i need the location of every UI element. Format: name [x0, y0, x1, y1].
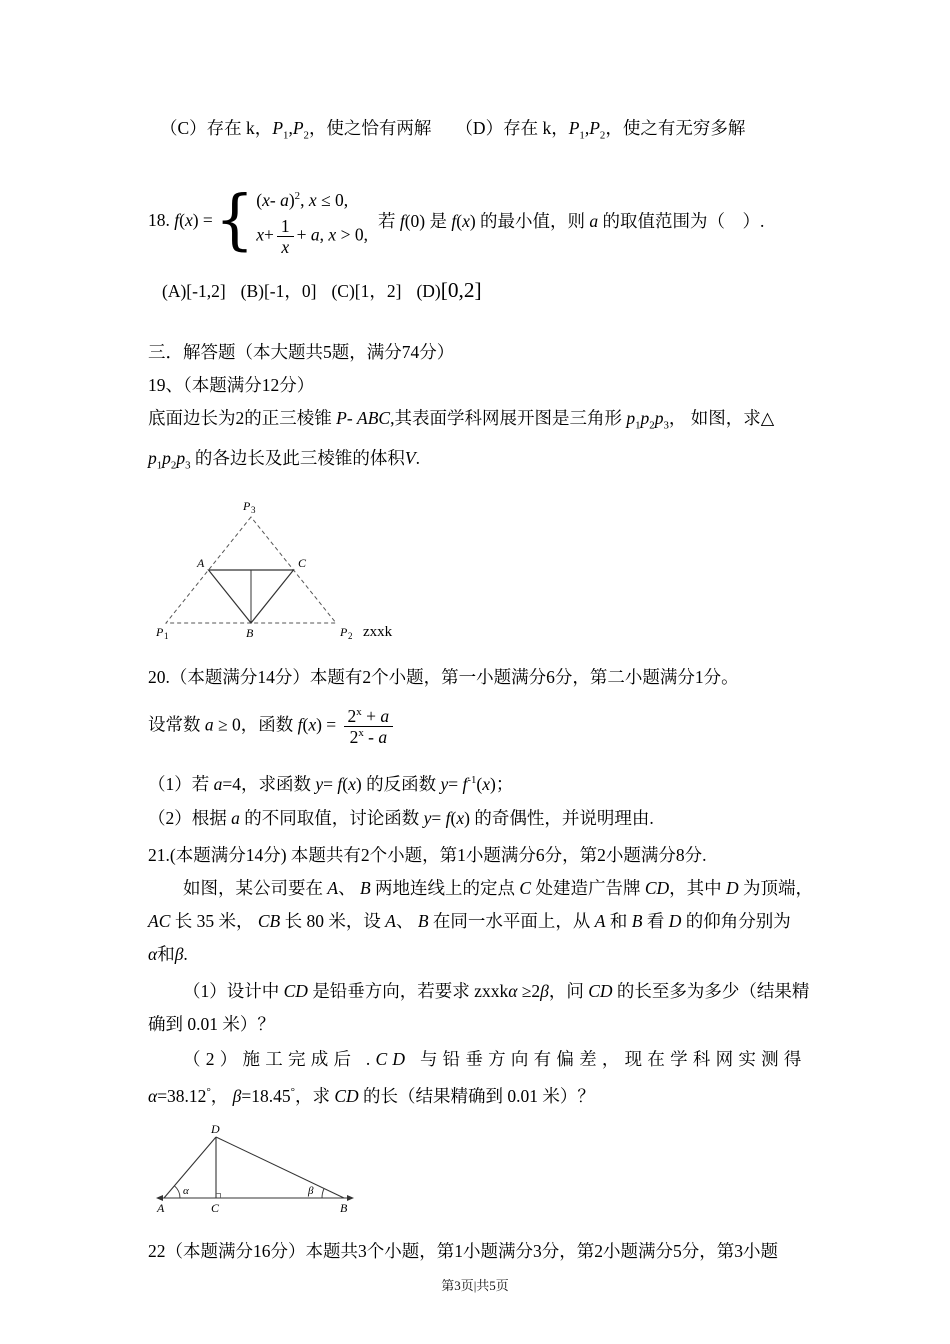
question-19-text-line-1: 底面边长为2的正三棱锥 P- ABC,其表面学科网展开图是三角形 $p_1p_2p_3$， 如图，求△ — [148, 407, 775, 432]
side-db — [216, 1137, 344, 1198]
question-18-function-def: 18. f(x) = — [148, 209, 213, 230]
right-angle-mark — [216, 1194, 221, 1199]
question-21-text-line-1: 如图，某公司要在 A、 B 两地连线上的定点 C 处建造广告牌 CD，其中 D 为顶端， — [183, 878, 814, 899]
question-20-header: 20.（本题满分14分）本题有2个小题，第一小题满分6分，第二小题满分1分。 — [148, 666, 739, 687]
question-22-header: 22（本题满分16分）本题共3个小题，第1小题满分3分，第2小题满分5分，第3小题 — [148, 1241, 778, 1262]
vertex-label-c: C — [298, 555, 307, 570]
figure-2-area — [154, 1123, 812, 1223]
billboard-triangle-figure — [154, 1123, 364, 1218]
vertex-label-a: A — [197, 555, 205, 570]
question-21-header: 21.(本题满分14分) 本题共有2个小题，第1小题满分6分，第2小题满分8分. — [148, 845, 707, 866]
vertex-label-p2-sub: 2 — [348, 630, 353, 641]
angle-label-beta: β — [308, 1185, 314, 1198]
question-20-function-line — [148, 698, 812, 756]
fraction: $\frac{2^x + a}{2^x - a}$ — [344, 706, 394, 747]
figure-1-area — [154, 495, 812, 643]
vertex-label-b2: B — [340, 1201, 348, 1216]
piecewise-rows — [256, 183, 368, 258]
question-19-text-line-2: $p_1p_2p_3$ 的各边长及此三棱锥的体积V. — [148, 448, 420, 472]
question-18-choices: (A)[-1,2] (B)[-1，0] (C)[1，2] (D)[0,2] — [162, 277, 482, 302]
question-19-header: 19、（本题满分12分） — [148, 374, 315, 395]
zxxk-watermark: zxxk — [363, 623, 393, 640]
vertex-label-p2: P — [340, 624, 348, 639]
fraction: $\frac{1}{x}$ — [277, 216, 294, 257]
question-20-part-2: （2）根据 a 的不同取值，讨论函数 y= f(x) 的奇偶性，并说明理由. — [148, 808, 654, 829]
question-21-part-1-line-2: 确到 0.01 米）？ — [148, 1014, 275, 1035]
page-footer — [0, 1275, 950, 1294]
piecewise-brace: { — [214, 181, 255, 258]
vertex-label-b: B — [246, 625, 254, 640]
question-21-text-line-3: α和β. — [148, 944, 188, 965]
vertex-label-p1-sub: 1 — [164, 630, 169, 641]
question-21-part-1-line-1: （1）设计中 CD 是铅垂方向，若要求 zxxkα ≥2β，问 CD 的长至多为多少（结果精 — [183, 981, 810, 1002]
question-17-options-cd: （C）存在 k，$P_1,P_2$，使之恰有两解 （D）存在 k，$P_1,P_2$，使之有无穷多解 — [160, 118, 746, 142]
tetrahedron-net-figure — [154, 495, 359, 643]
vertex-label-p3-sub: 3 — [251, 504, 256, 515]
angle-label-alpha: α — [183, 1185, 189, 1198]
vertex-label-p1: P — [156, 624, 164, 639]
vertex-label-d: D — [211, 1123, 220, 1137]
vertex-label-a2: A — [157, 1201, 165, 1216]
question-18-stem — [148, 183, 812, 258]
question-21-part-2-line-1: （2）施工完成后 .CD 与铅垂方向有偏差，现在学科网实测得 — [183, 1049, 807, 1070]
piecewise-row-1: (x- a)$^2$, x ≤ 0, — [256, 189, 349, 210]
side-ad — [164, 1137, 216, 1198]
piecewise-row-2: x+ $\frac{1}{x}$ + a, x > 0, — [256, 216, 368, 258]
vertex-label-c2: C — [211, 1201, 220, 1216]
vertex-label-p3: P — [243, 498, 251, 513]
angle-arc-alpha — [174, 1186, 180, 1198]
question-21-text-line-2: AC 长 35 米， CB 长 80 米，设 A、 B 在同一水平面上，从 A 和 B 看 D 的仰角分别为 — [148, 911, 791, 932]
section-3-heading: 三．解答题（本大题共5题，满分74分） — [148, 341, 455, 362]
question-20-formula: 设常数 a ≥ 0，函数 f(x) = $\frac{2^x + a}{2^x - a}$ — [148, 706, 396, 747]
angle-arc-beta — [322, 1189, 324, 1199]
question-18-condition: 若 f(0) 是 f(x) 的最小值，则 a 的取值范围为（ ）. — [377, 210, 765, 231]
question-20-part-1: （1）若 a=4，求函数 y= f(x) 的反函数 $y= f^{-1}(x)$； — [148, 773, 514, 794]
page-number: 第3页|共5页 — [441, 1278, 509, 1293]
baseline-right-arrow — [347, 1195, 354, 1201]
question-21-part-2-line-2: α=38.12°， β=18.45°，求 CD 的长（结果精确到 0.01 米）？ — [148, 1086, 595, 1107]
